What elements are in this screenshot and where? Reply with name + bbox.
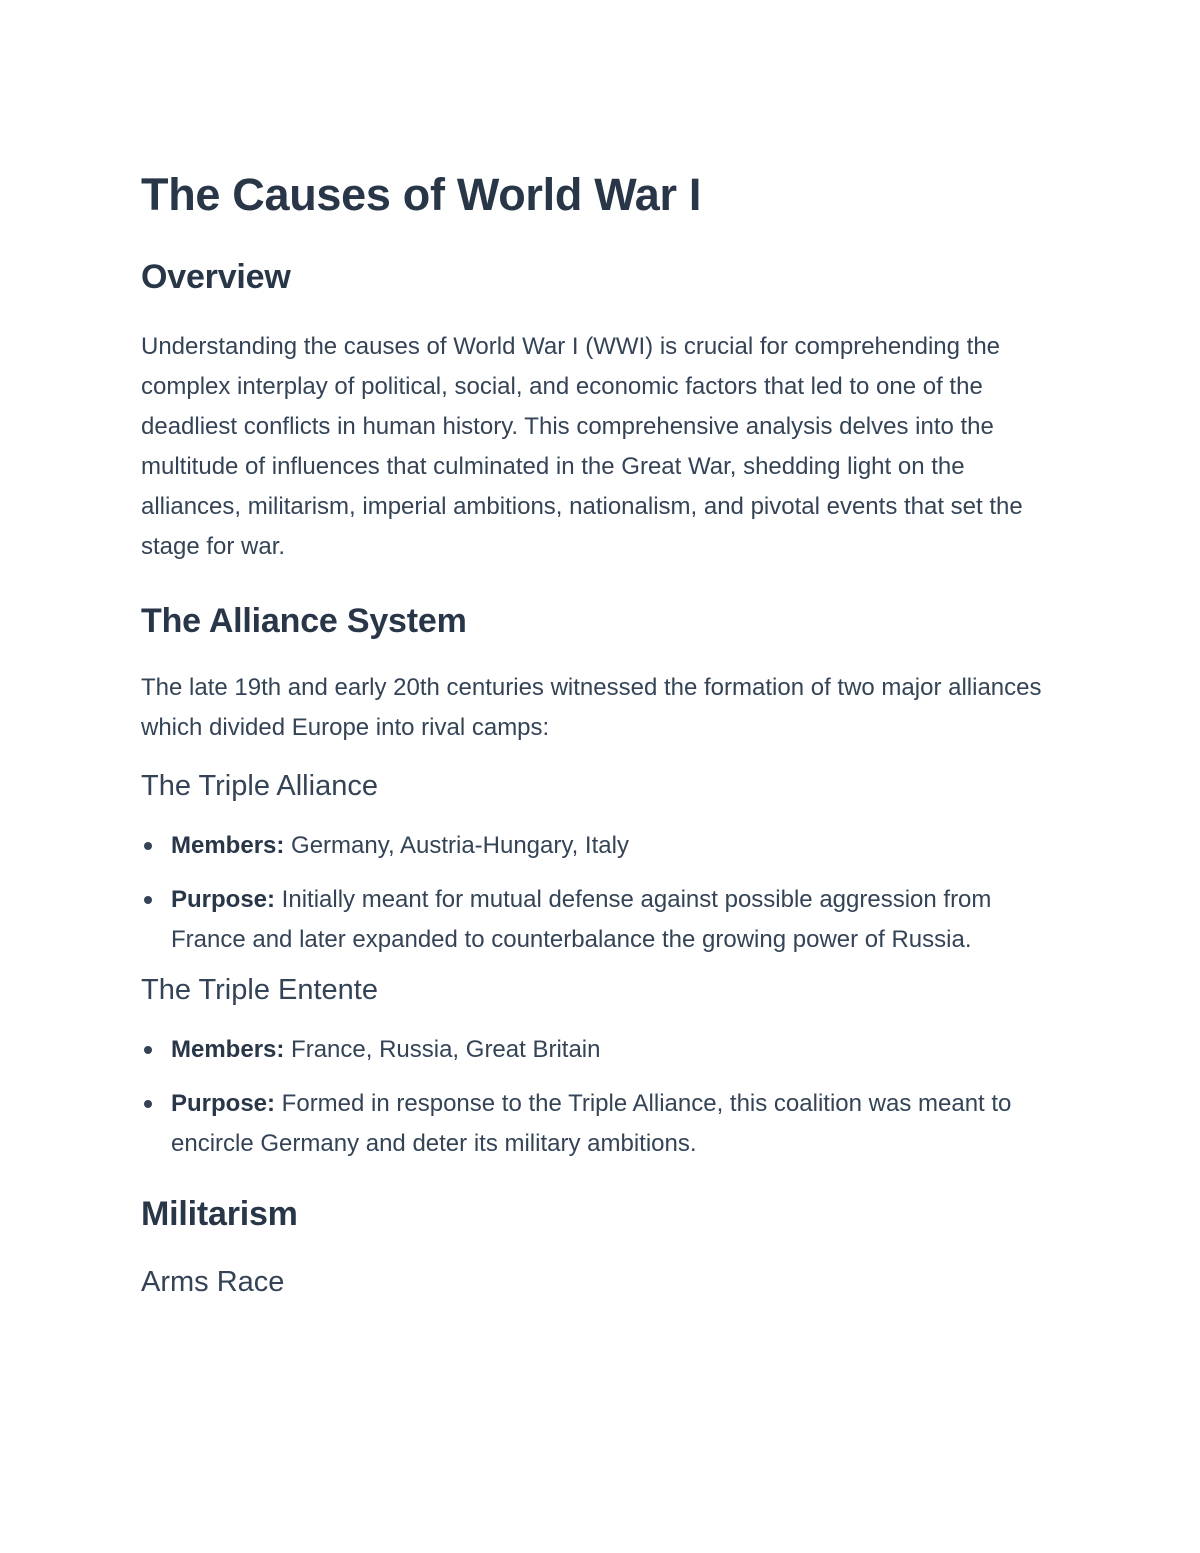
triple-entente-heading: The Triple Entente [141,974,378,1006]
bullet-icon [144,842,152,850]
list-item [141,826,1056,866]
item-text: Formed in response to the Triple Alliance, this coalition was meant to encircle Germany and deter its military ambitions. [171,1090,1012,1157]
list-item [141,1084,1056,1164]
alliance-system-heading: The Alliance System [141,602,467,640]
bullet-icon [144,1046,152,1054]
item-text: Germany, Austria-Hungary, Italy [284,832,629,859]
page-title: The Causes of World War I [141,169,702,220]
arms-race-heading: Arms Race [141,1266,285,1298]
triple-entente-list [141,1030,1056,1164]
overview-paragraph: Understanding the causes of World War I (WWI) is crucial for comprehending the complex interplay of political, social, and economic factors that led to one of the deadliest conflicts in human history. This comprehensive analysis delves into the multitude of influences that culminated in the Great War, shedding light on the alliances, militarism, imperial ambitions, nationalism, and pivotal events that set the stage for war. [141,333,1023,560]
item-text: France, Russia, Great Britain [284,1036,601,1063]
item-text: Initially meant for mutual defense against possible aggression from France and later expanded to counterbalance the growing power of Russia. [171,886,992,953]
item-label: Purpose: [171,1090,276,1117]
item-label: Members: [171,832,285,859]
bullet-icon [144,1100,152,1108]
overview-heading: Overview [141,258,291,296]
list-item [141,1030,1056,1070]
militarism-heading: Militarism [141,1195,298,1233]
list-item [141,880,1056,960]
bullet-icon [144,896,152,904]
triple-alliance-heading: The Triple Alliance [141,770,378,802]
item-label: Purpose: [171,886,276,913]
alliance-system-paragraph: The late 19th and early 20th centuries witnessed the formation of two major alliances which divided Europe into rival camps: [141,674,1042,741]
item-label: Members: [171,1036,285,1063]
triple-alliance-list [141,826,1056,960]
document-content [141,168,1056,1300]
